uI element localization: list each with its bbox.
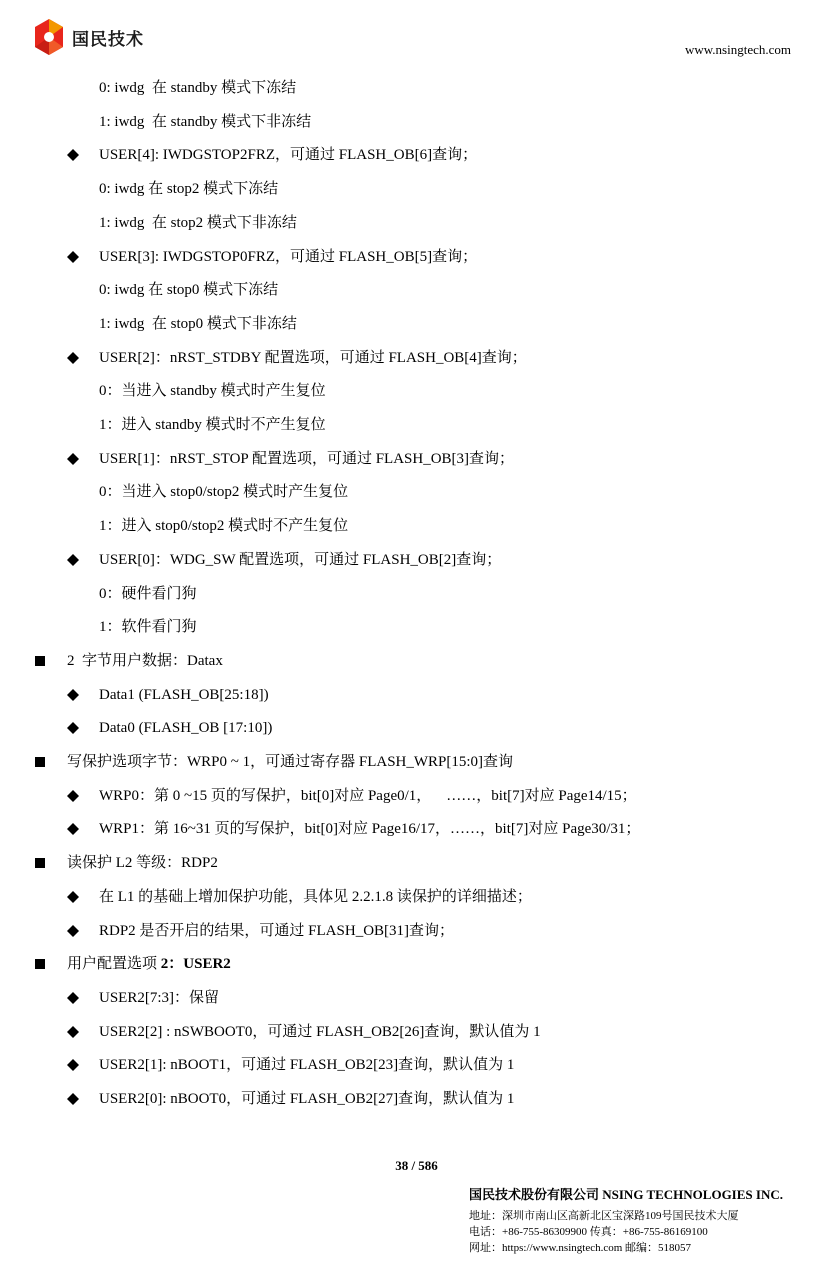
company-logo	[32, 18, 144, 56]
diamond-bullet-icon	[67, 352, 79, 364]
nsing-logo-icon	[32, 18, 66, 56]
section-bullet-text: 读保护 L2 等级：RDP2	[67, 855, 218, 871]
item-bullet-text: USER[3]: IWDGSTOP0FRZ，可通过 FLASH_OB[5]查询；	[99, 249, 478, 265]
option-text: 1: iwdg 在 stop0 模式下非冻结	[99, 316, 297, 332]
square-bullet-icon	[35, 656, 45, 666]
option-text: 0: iwdg 在 stop0 模式下冻结	[99, 282, 279, 298]
option-text: 1: iwdg 在 stop2 模式下非冻结	[99, 215, 297, 231]
item-bullet-text: WRP0：第 0 ~15 页的写保护，bit[0]对应 Page0/1， ……，bit[7]对应 Page14/15；	[99, 788, 637, 804]
diamond-bullet-icon	[67, 1093, 79, 1105]
page-number: 38 / 586	[395, 1158, 438, 1173]
option-text: 1: iwdg 在 standby 模式下非冻结	[99, 114, 312, 130]
option-text: 1：进入 stop0/stop2 模式时不产生复位	[99, 518, 349, 534]
item-bullet-text: 在 L1 的基础上增加保护功能，具体见 2.2.1.8 读保护的详细描述；	[99, 889, 532, 905]
option-text: 0：硬件看门狗	[99, 586, 197, 602]
section-bullet-text: 写保护选项字节：WRP0 ~ 1，可通过寄存器 FLASH_WRP[15:0]查询	[67, 754, 514, 770]
diamond-bullet-icon	[67, 251, 79, 263]
diamond-bullet-icon	[67, 453, 79, 465]
diamond-bullet-icon	[67, 891, 79, 903]
item-bullet-text: USER2[0]: nBOOT0，可通过 FLASH_OB2[27]查询，默认值为 1	[99, 1091, 515, 1107]
diamond-bullet-icon	[67, 1026, 79, 1038]
header-url: www.nsingtech.com	[684, 42, 791, 57]
item-bullet-text: Data1 (FLASH_OB[25:18])	[99, 687, 269, 703]
option-text: 0：当进入 standby 模式时产生复位	[99, 383, 326, 399]
diamond-bullet-icon	[67, 823, 79, 835]
section-bullet-text: 用户配置选项 2：USER2	[67, 956, 231, 972]
item-bullet-text: Data0 (FLASH_OB [17:10])	[99, 720, 273, 736]
item-bullet-text: USER2[7:3]：保留	[99, 990, 220, 1006]
diamond-bullet-icon	[67, 554, 79, 566]
diamond-bullet-icon	[67, 925, 79, 937]
diamond-bullet-icon	[67, 790, 79, 802]
option-text: 1：软件看门狗	[99, 619, 197, 635]
diamond-bullet-icon	[67, 992, 79, 1004]
square-bullet-icon	[35, 959, 45, 969]
square-bullet-icon	[35, 858, 45, 868]
item-bullet-text: USER[1]：nRST_STOP 配置选项，可通过 FLASH_OB[3]查询；	[99, 451, 515, 467]
item-bullet-text: USER[2]：nRST_STDBY 配置选项，可通过 FLASH_OB[4]查询；	[99, 350, 527, 366]
diamond-bullet-icon	[67, 722, 79, 734]
section-bullet-text: 2 字节用户数据：Datax	[67, 653, 223, 669]
item-bullet-text: RDP2 是否开启的结果，可通过 FLASH_OB[31]查询；	[99, 923, 455, 939]
item-bullet-text: USER2[2] : nSWBOOT0，可通过 FLASH_OB2[26]查询，默认值为 1	[99, 1024, 541, 1040]
item-bullet-text: WRP1：第 16~31 页的写保护，bit[0]对应 Page16/17，……，bit[7]对应 Page30/31；	[99, 821, 641, 837]
footer-web: 网址：https://www.nsingtech.com 邮编：518057	[469, 1242, 692, 1254]
diamond-bullet-icon	[67, 149, 79, 161]
option-text: 0: iwdg 在 standby 模式下冻结	[99, 80, 297, 96]
diamond-bullet-icon	[67, 1059, 79, 1071]
option-text: 0：当进入 stop0/stop2 模式时产生复位	[99, 484, 349, 500]
item-bullet-text: USER[4]: IWDGSTOP2FRZ，可通过 FLASH_OB[6]查询；	[99, 147, 478, 163]
logo-text: 国民技术	[72, 29, 144, 50]
option-text: 1：进入 standby 模式时不产生复位	[99, 417, 326, 433]
option-text: 0: iwdg 在 stop2 模式下冻结	[99, 181, 279, 197]
square-bullet-icon	[35, 757, 45, 767]
footer-address: 地址：深圳市南山区高新北区宝深路109号国民技术大厦	[469, 1210, 739, 1222]
page-footer	[469, 1187, 783, 1256]
footer-phone: 电话：+86-755-86309900 传真：+86-755-86169100	[469, 1226, 708, 1238]
footer-company: 国民技术股份有限公司 NSING TECHNOLOGIES INC.	[469, 1187, 783, 1202]
item-bullet-text: USER[0]：WDG_SW 配置选项，可通过 FLASH_OB[2]查询；	[99, 552, 502, 568]
item-bullet-text: USER2[1]: nBOOT1，可通过 FLASH_OB2[23]查询，默认值为 1	[99, 1057, 515, 1073]
diamond-bullet-icon	[67, 689, 79, 701]
